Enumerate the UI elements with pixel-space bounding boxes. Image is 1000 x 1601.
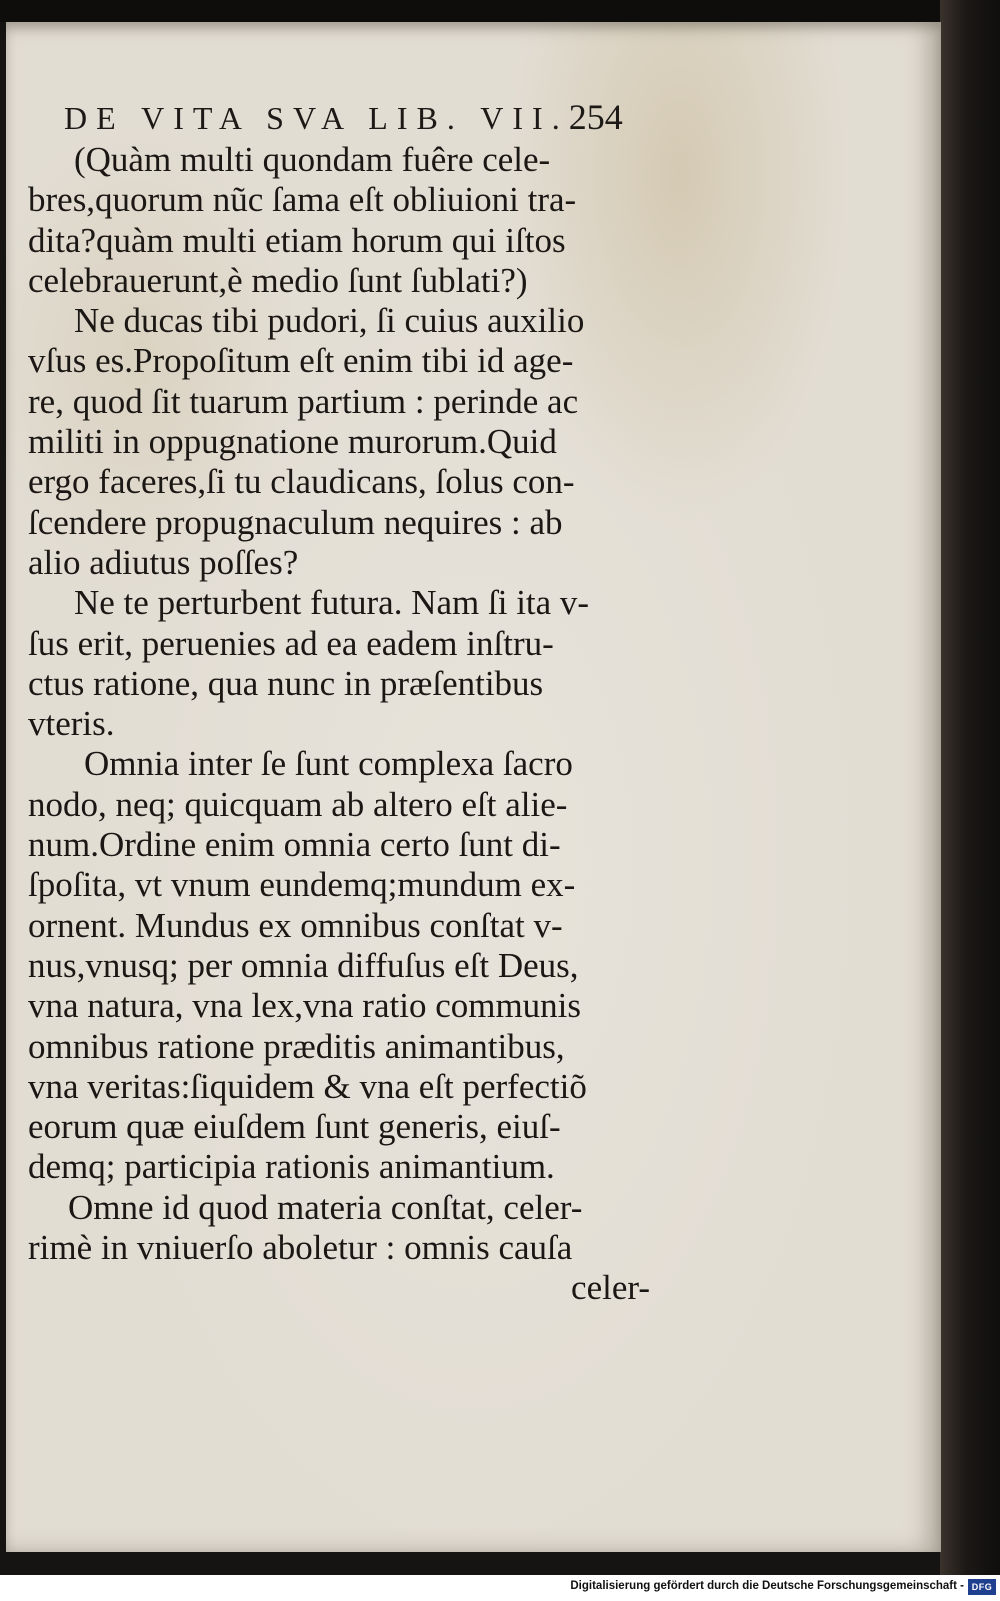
scan-frame-right (940, 0, 1000, 1575)
text-line: nus,vnusq; per omnia diffuſus eſt Deus, (28, 945, 579, 985)
text-line: num.Ordine enim omnia certo ſunt di- (28, 825, 561, 865)
paragraph (28, 140, 668, 301)
text-line: celebrauerunt,è medio ſunt ſublati?) (28, 260, 528, 300)
running-head-title: DE VITA SVA LIB. VII. (64, 100, 569, 136)
text-line: ctus ratione, qua nunc in præſentibus (28, 663, 544, 703)
text-line: (Quàm multi quondam fuêre cele- (74, 140, 551, 179)
page-number: 254 (568, 97, 623, 137)
text-line: ornent. Mundus ex omnibus conſtat v- (28, 905, 563, 945)
paragraph (28, 583, 668, 744)
text-line: omnibus ratione præditis animantibus, (28, 1026, 565, 1066)
text-line: ſus erit, peruenies ad ea eadem inſtru- (28, 623, 554, 663)
text-line: Ne ducas tibi pudori, ſi cuius auxilio (74, 301, 585, 341)
text-line: ſcendere propugnaculum nequires : ab (28, 502, 563, 542)
footer-credit: Digitalisierung gefördert durch die Deutsche Forschungsgemeinschaft - (570, 1580, 964, 1592)
text-line: Omne id quod materia conſtat, celer- (68, 1187, 583, 1227)
text-line: Omnia inter ſe ſunt complexa ſacro (84, 744, 573, 784)
text-line: Ne te perturbent futura. Nam ſi ita v- (74, 583, 590, 623)
dfg-logo-icon: DFG (968, 1579, 996, 1595)
scan-frame-top (0, 0, 1000, 22)
paragraph (28, 744, 668, 1187)
catchword: celer- (571, 1268, 650, 1308)
text-line: vſus es.Propoſitum eſt enim tibi id age- (28, 341, 574, 381)
text-line: ſpoſita, vt vnum eundemq;mundum ex- (28, 865, 576, 905)
text-line: demq; participia rationis animantium. (28, 1147, 555, 1187)
text-line: re, quod ſit tuarum partium : perinde ac (28, 381, 579, 421)
text-line: vteris. (28, 704, 115, 744)
digitization-footer (0, 1575, 1000, 1601)
text-line: nodo, neq; quicquam ab altero eſt alie- (28, 784, 568, 824)
text-line: ergo faceres,ſi tu claudicans, ſolus con- (28, 462, 575, 502)
text-line: bres,quorum nũc ſama eſt obliuioni tra- (28, 180, 577, 220)
running-head (64, 96, 664, 138)
text-line: militi in oppugnatione murorum.Quid (28, 422, 557, 462)
text-line: vna veritas:ſiquidem & vna eſt perfectiõ (28, 1066, 587, 1106)
text-line: rimè in vniuerſo aboletur : omnis cauſa (28, 1228, 573, 1268)
paragraph (28, 1188, 668, 1269)
paragraph (28, 301, 668, 583)
body-text (28, 140, 668, 1309)
text-line: eorum quæ eiuſdem ſunt generis, eiuſ- (28, 1107, 561, 1147)
text-line: dita?quàm multi etiam horum qui iſtos (28, 220, 566, 260)
text-line: alio adiutus poſſes? (28, 542, 299, 582)
text-line: vna natura, vna lex,vna ratio communis (28, 986, 582, 1026)
